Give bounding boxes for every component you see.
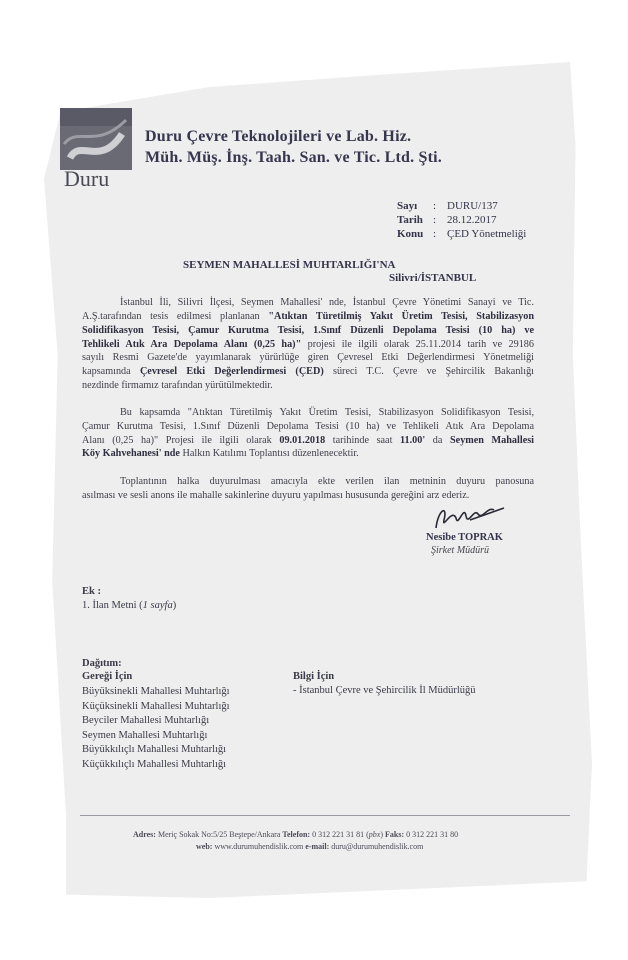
paragraph-3 — [82, 475, 534, 503]
meta-sayi — [397, 200, 498, 212]
sayi-value: DURU/137 — [447, 200, 498, 212]
p3-line2: asılması ve sesli anons ile mahalle sakinlerine duyuru yapılması hususunda gereğini arz ederiz. — [82, 489, 470, 501]
footer-adres-value: Meriç Sokak No:5/25 Beştepe/Ankara — [155, 830, 283, 839]
footer-telefon-label: Telefon: — [282, 830, 311, 839]
p1-line6 — [82, 365, 534, 379]
attachment-item-suffix: ) — [172, 600, 177, 611]
konu-colon: : — [433, 228, 437, 240]
gerege-item: Büyükkılıçlı Mahallesi Muhtarlığı — [82, 744, 227, 756]
p2-line3-place: Seymen Mahallesi — [450, 434, 535, 446]
signature-name: Nesibe TOPRAK — [426, 532, 503, 543]
bilgi-heading: Bilgi İçin — [293, 671, 335, 682]
gerege-item: Küçükkılıçlı Mahallesi Muhtarlığı — [82, 758, 227, 770]
footer-web — [196, 842, 423, 851]
p1-line6-c: süreci T.C. Çevre ve Şehircilik Bakanlığı — [323, 366, 534, 378]
attachment-item-prefix: 1. İlan Metni ( — [82, 600, 143, 611]
meta-konu — [397, 228, 526, 240]
p2-line2: Çamur Kurutma Tesisi, 1.Sınıf Düzenli Depolama Tesisi (10 ha) ve Tehlikeli Atık Ara Depolama — [82, 420, 534, 432]
signature-title: Şirket Müdürü — [431, 545, 490, 556]
p1-line1: İstanbul İli, Silivri İlçesi, Seymen Mahallesi' nde, İstanbul Çevre Yönetimi Sanayi ve Tic. — [120, 297, 534, 308]
p1-line6-a: kapsamında — [82, 366, 140, 378]
gerege-heading: Gereği İçin — [82, 671, 133, 682]
p2-line3-a: Alanı (0,25 ha)" Projesi ile ilgili olarak — [82, 434, 280, 446]
p2-line3-time: 11.00' — [400, 434, 426, 446]
footer-adres-label: Adres: — [133, 830, 156, 839]
gerege-item: Büyüksinekli Mahallesi Muhtarlığı — [82, 686, 230, 697]
p1-line5: sayılı Resmi Gazete'de yayımlanarak yürürlüğe giren Çevresel Etki Değerlendirmesi Yönetmeliği — [82, 352, 534, 364]
p1-line2-b: "Atıktan Türetilmiş Yakıt Üretim Tesisi, Stabilizasyon — [268, 311, 535, 322]
footer-web-label: web: — [196, 842, 213, 851]
paragraph-1-body — [82, 310, 534, 393]
gerege-item: Küçüksinekli Mahallesi Muhtarlığı — [82, 700, 230, 712]
footer-email-label: e-mail: — [305, 842, 330, 851]
footer-faks-value: 0 312 221 31 80 — [404, 830, 459, 839]
logo-text: Duru — [64, 166, 110, 188]
sayi-colon: : — [433, 200, 437, 212]
duru-logo — [60, 108, 132, 188]
attachments-label: Ek : — [82, 586, 101, 597]
footer-telefon-close: ) — [380, 830, 385, 839]
p1-line4 — [82, 338, 534, 352]
p1-line7: nezdinde firmamız tarafından yürütülmektedir. — [82, 379, 273, 391]
p1-line4-b: projesi ile ilgili olarak 25.11.2014 tarih ve 29186 — [301, 338, 534, 350]
addressee-line1: SEYMEN MAHALLESİ MUHTARLIĞI'NA — [183, 259, 396, 271]
footer-telefon-pbx: pbx — [368, 830, 381, 839]
p2-line4-b: Halkın Katılımı Toplantısı düzenlenecektir. — [179, 448, 359, 460]
addressee-line2: Silivri/İSTANBUL — [389, 272, 477, 284]
gerege-list — [82, 685, 230, 773]
attachment-item — [82, 600, 176, 611]
p2-line3-c: tarihinde saat — [325, 434, 401, 446]
paragraph-1 — [82, 296, 534, 310]
footer-faks-label: Faks: — [385, 830, 405, 839]
paragraph-2 — [82, 406, 534, 461]
p2-line3 — [82, 434, 534, 448]
p1-line4-a: Tehlikeli Atık Ara Depolama Alanı (0,25 ha)" — [82, 338, 302, 350]
p2-line4-a: Köy Kahvehanesi' nde — [82, 448, 180, 460]
footer-address — [133, 830, 458, 839]
tarih-colon: : — [433, 214, 437, 226]
p2-line1: Bu kapsamda "Atıktan Türetilmiş Yakıt Üretim Tesisi, Stabilizasyon Solidifikasyon Tesisi, — [120, 407, 534, 418]
p2-line3-e: da — [425, 434, 451, 446]
p1-line2 — [82, 310, 534, 324]
footer-telefon-value: 0 312 221 31 81 ( — [310, 830, 369, 839]
attachment-item-pages: 1 sayfa — [142, 600, 173, 611]
p1-line3: Solidifikasyon Tesisi, Çamur Kurutma Tesisi, 1.Sınıf Düzenli Depolama Tesisi (10 ha) ve — [82, 324, 534, 336]
tarih-label: Tarih — [397, 214, 423, 226]
p1-line6-b: Çevresel Etki Değerlendirmesi (ÇED) — [139, 366, 324, 378]
p1-line2-a: A.Ş.tarafından tesis edilmesi planlanan — [82, 311, 269, 322]
company-name-line2: Müh. Müş. İnş. Taah. San. ve Tic. Ltd. Şti. — [145, 149, 442, 166]
gerege-item: Beyciler Mahallesi Muhtarlığı — [82, 715, 210, 727]
p3-line1: Toplantının halka duyurulması amacıyla ekte verilen ilan metninin duyuru panosuna — [120, 476, 534, 487]
handwritten-signature — [430, 500, 510, 536]
company-name-line1: Duru Çevre Teknolojileri ve Lab. Hiz. — [145, 128, 412, 145]
sayi-label: Sayı — [397, 200, 418, 212]
footer-divider — [80, 815, 570, 816]
p2-line3-date: 09.01.2018 — [279, 434, 326, 446]
footer-web-value[interactable]: www.durumuhendislik.com — [212, 842, 306, 851]
distribution-heading: Dağıtım: — [82, 658, 122, 669]
konu-value: ÇED Yönetmeliği — [447, 228, 527, 240]
footer-email-value[interactable]: duru@durumuhendislik.com — [329, 842, 424, 851]
tarih-value: 28.12.2017 — [447, 214, 497, 226]
meta-tarih — [397, 214, 497, 226]
p2-line4 — [82, 447, 534, 461]
gerege-item: Seymen Mahallesi Muhtarlığı — [82, 729, 208, 741]
bilgi-item: - İstanbul Çevre ve Şehircilik İl Müdürlüğü — [293, 685, 476, 696]
konu-label: Konu — [397, 228, 424, 240]
